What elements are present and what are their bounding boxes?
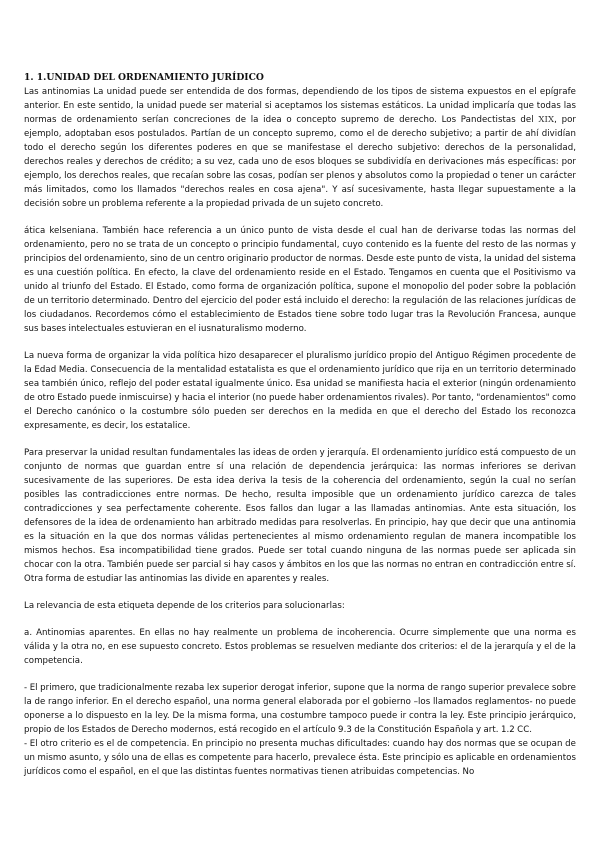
paragraph-material-unity xyxy=(24,85,576,211)
paragraph-order-hierarchy: Para preservar la unidad resultan fundamentales las ideas de orden y jerarquía. El ordenamiento jurídico está compuesto de un conjunto de normas que guardan entre sí una relación de dependencia jerárquica: las normas inferiores se derivan sucesivamente de las superiores. De esta idea deriva la tesis de la coherencia del ordenamiento, según la cual no serían posibles las contradicciones entre normas. De hecho, resulta imposible que un ordenamiento jurídico carezca de tales contradicciones y sea perfectamente coherente. Esos fallos dan lugar a las llamadas antinomias. Ante esta situación, los defensores de la idea de ordenamiento han arbitrado medidas para resolverlas. En principio, hay que decir que una antinomia es la situación en la que dos normas válidas pertenecientes al mismo ordenamiento regulan de manera incompatible los mismos hechos. Esa incompatibilidad tiene grados. Puede ser total cuando ninguna de las normas puede ser aplicada sin chocar con la otra. También puede ser parcial si hay casos y ámbitos en los que las normas no entran en contradicción entre sí. Otra forma de estudiar las antinomias las divide en aparentes y reales. xyxy=(24,448,576,584)
paragraph-text: Las antinomias La unidad puede ser entendida de dos formas, dependiendo de los tipos de sistema expuestos en el epígrafe anterior. En este sentido, la unidad puede ser material si aceptamos los sistemas estáticos. La unidad implicaría que todas las normas de ordenamiento serían concreciones de la idea o concepto supremo de derecho. Los Pandectistas del xyxy=(24,87,576,125)
paragraph-hierarchy-criterion: - El primero, que tradicionalmente rezaba lex superior derogat inferior, supone que la norma de rango superior prevalece sobre la de rango inferior. En el derecho español, una norma general elaborada por el gobierno –los llamados reglamentos- no puede oponerse a lo dispuesto en la ley. De la misma forma, una costumbre tampoco puede ir contra la ley. Este principio jerárquico, propio de los Estados de Derecho modernos, está recogido en el artículo 9.3 de la Constitución Española y art. 1.2 CC. xyxy=(24,683,576,735)
paragraph-competence-criterion: - El otro criterio es el de competencia. En principio no presenta muchas dificultades: cuando hay dos normas que se ocupan de un mismo asunto, y sólo una de ellas es competente para hacerlo, prevalece ésta. Este principio es aplicable en ordenamientos jurídicos como el español, en el que las distintas fuentes normativas tienen atribuidas competencias. No xyxy=(24,739,576,777)
paragraph-text: , por ejemplo, adoptaban esos postulados. Partían de un concepto supremo, como el de derecho subjetivo; a partir de ahí dividían todo el derecho según los diferentes poderes en que se manifestase el derecho subjetivo: derechos de la personalidad, derechos reales y derechos de crédito; a su vez, cada uno de esos bloques se subdividía en derivaciones más específicas: por ejemplo, los derechos reales, que recaían sobre las cosas, podían ser plenos y absolutos como la propiedad o tener un carácter más limitados, como los llamados "derechos reales en cosa ajena". Y así sucesivamente, hasta llegar supuestamente a la decisión sobre un problema referente a la propiedad privada de un sujeto concreto. xyxy=(24,115,576,209)
paragraph-kelsenian-unity: ática kelseniana. También hace referencia a un único punto de vista desde el cual han de derivarse todas las normas del ordenamiento, pero no se trata de un concepto o principio fundamental, cuyo contenido es la fuente del resto de las normas y principios del ordenamiento, sino de un centro originario productor de normas. Desde este punto de vista, la unidad del sistema es una cuestión política. En efecto, la clave del ordenamiento reside en el Estado. Tengamos en cuenta que el Positivismo va unido al triunfo del Estado. El Estado, como forma de organización política, supone el monopolio del poder sobre la población de un territorio determinado. Dentro del ejercicio del poder está incluido el derecho: la regulación de las relaciones jurídicas de los ciudadanos. Recordemos cómo el establecimiento de Estados tiene sobre todo lugar tras la Revolución Francesa, aunque sus bases intelectuales estuvieran en el iusnaturalismo moderno. xyxy=(24,226,576,334)
paragraph-criteria-intro: La relevancia de esta etiqueta depende de los criterios para solucionarlas: xyxy=(24,601,345,611)
paragraph-state-monopoly: La nueva forma de organizar la vida política hizo desaparecer el pluralismo jurídico propio del Antiguo Régimen procedente de la Edad Media. Consecuencia de la mentalidad estatalista es que el ordenamiento jurídico que rija en un territorio determinado sea también único, reflejo del poder estatal igualmente único. Esa unidad se manifiesta hacia el exterior (ningún ordenamiento de otro Estado puede inmiscuirse) y hacia el interior (no puede haber ordenamientos rivales). Por tanto, "ordenamientos" como el Derecho canónico o la costumbre sólo pueden ser derechos en la medida en que el derecho del Estado los reconozca expresamente, es decir, los estatalice. xyxy=(24,351,576,431)
paragraph-apparent-antinomies: a. Antinomias aparentes. En ellas no hay realmente un problema de incoherencia. Ocurre simplemente que una norma es válida y la otra no, en ese supuesto concreto. Estos problemas se resuelven mediante dos criterios: el de la jerarquía y el de la competencia. xyxy=(24,628,576,666)
century-numeral: XIX xyxy=(538,115,555,125)
section-heading: 1. 1.UNIDAD DEL ORDENAMIENTO JURÍDICO xyxy=(24,72,264,83)
